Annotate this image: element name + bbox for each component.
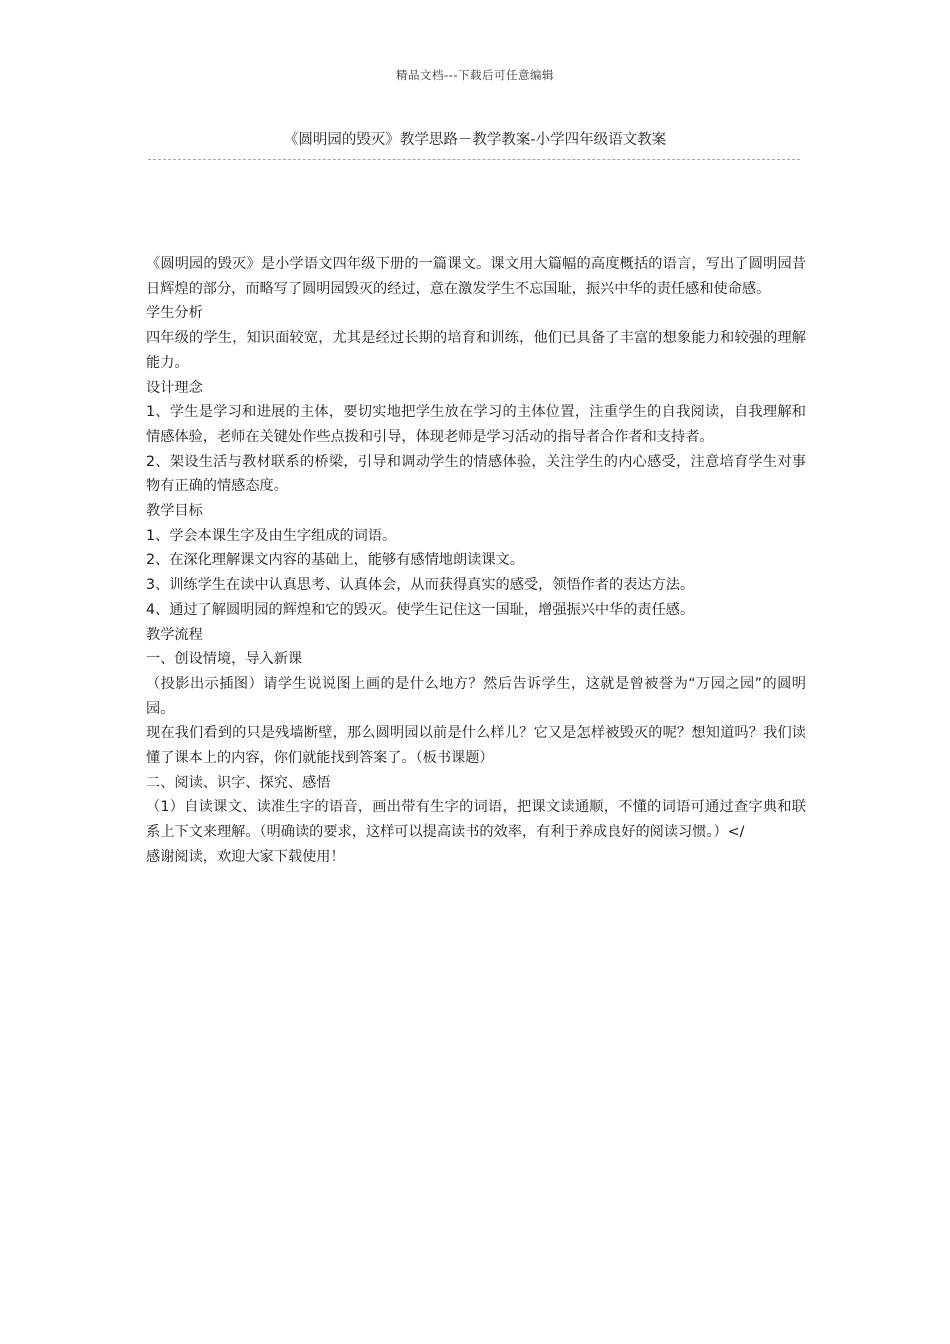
process-step-1-heading: 一、创设情境，导入新课 [146, 651, 303, 668]
process-step-1-paragraph-a: （投影出示插图）请学生说说图上画的是什么地方？然后告诉学生，这就是曾被誉为“万园之园”的圆明园。 [146, 675, 806, 717]
document-title: 《圆明园的毁灭》教学思路－教学教案-小学四年级语文教案 [283, 132, 667, 148]
heading-teaching-process: 教学流程 [146, 626, 203, 643]
teaching-goal-2: 2、在深化理解课文内容的基础上，能够有感情地朗读课文。 [146, 552, 524, 569]
heading-teaching-goals: 教学目标 [146, 503, 203, 520]
document-body [146, 252, 806, 870]
teaching-goal-1: 1、学会本课生字及由生字组成的词语。 [146, 527, 397, 544]
process-step-2-paragraph: （1）自读课文、读准生字的语音，画出带有生字的词语，把课文读通顺，不懂的词语可通过查字典和联系上下文来理解。（明确读的要求，这样可以提高读书的效率，有利于养成良好的阅读习惯。）</ [146, 799, 806, 841]
intro-paragraph: 《圆明园的毁灭》是小学语文四年级下册的一篇课文。课文用大篇幅的高度概括的语言，写出了圆明园昔日辉煌的部分，而略写了圆明园毁灭的经过，意在激发学生不忘国耻，振兴中华的责任感和使命感。 [146, 256, 806, 297]
student-analysis-paragraph: 四年级的学生，知识面较宽，尤其是经过长期的培育和训练，他们已具备了丰富的想象能力和较强的理解能力。 [146, 330, 806, 371]
teaching-goal-3: 3、训练学生在读中认真思考、认真体会，从而获得真实的感受，领悟作者的表达方法。 [146, 577, 695, 594]
process-step-2-heading: 二、阅读、识字、探究、感悟 [146, 774, 331, 791]
design-concept-item-2: 2、架设生活与教材联系的桥梁，引导和调动学生的情感体验，关注学生的内心感受，注意培育学生对事物有正确的情感态度。 [146, 453, 806, 495]
teaching-goal-4: 4、通过了解圆明园的辉煌和它的毁灭。使学生记住这一国耻，增强振兴中华的责任感。 [146, 601, 695, 618]
heading-design-concept: 设计理念 [146, 379, 203, 396]
heading-student-analysis: 学生分析 [146, 305, 203, 322]
process-step-1-paragraph-b: 现在我们看到的只是残墙断壁，那么圆明园以前是什么样儿？它又是怎样被毁灭的呢？想知道吗？我们读懂了课本上的内容，你们就能找到答案了。（板书课题） [146, 725, 806, 767]
header-note: 精品文档---下载后可任意编辑 [396, 68, 554, 82]
title-divider [148, 159, 800, 160]
closing-note: 感谢阅读，欢迎大家下载使用！ [146, 848, 345, 865]
design-concept-item-1: 1、学生是学习和进展的主体，要切实地把学生放在学习的主体位置，注重学生的自我阅读，自我理解和情感体验，老师在关键处作些点拨和引导，体现老师是学习活动的指导者合作者和支持者。 [146, 404, 806, 445]
